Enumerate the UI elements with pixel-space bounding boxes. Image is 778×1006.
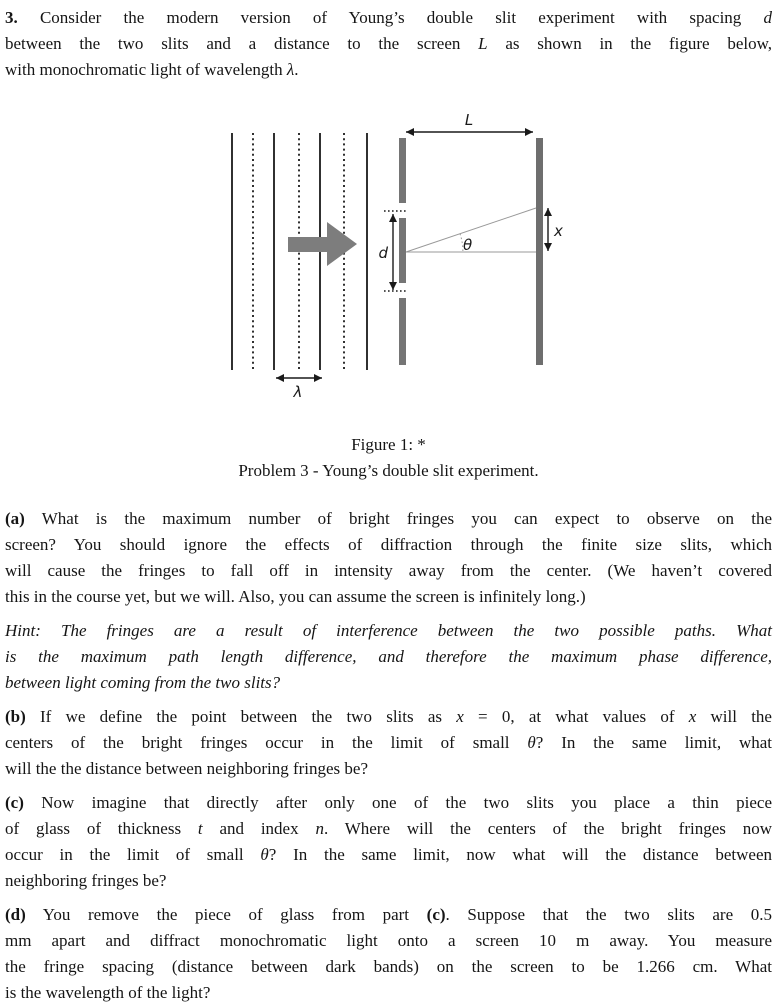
text-line <box>5 506 772 532</box>
paragraph-intro <box>5 5 772 83</box>
text-line <box>5 868 772 894</box>
text-run: with monochromatic light of wavelength <box>5 60 287 79</box>
text-line <box>5 902 772 928</box>
bold-text: (d) <box>5 905 26 924</box>
text-run: this in the course yet, but we will. Also, you can assume the screen is infinitely long.) <box>5 587 586 606</box>
label-d: d <box>378 244 388 262</box>
measure-arrows <box>276 132 548 378</box>
text-run: . <box>294 60 299 79</box>
bold-text: (b) <box>5 707 26 726</box>
text-run: = 0, at what values of <box>463 707 689 726</box>
bold-text: (c) <box>5 793 24 812</box>
label-L: L <box>464 111 474 129</box>
label-theta: θ <box>463 236 473 254</box>
text-run: will cause the fringes to fall off in intensity away from the center. (We haven’t covered <box>5 561 772 580</box>
figure-caption <box>5 432 772 484</box>
text-run: and index <box>202 819 316 838</box>
text-run: Now imagine that directly after only one of the two slits you place a thin piece <box>23 793 772 812</box>
text-run: will the <box>696 707 772 726</box>
italic-text: n <box>315 819 324 838</box>
text-line <box>5 756 772 782</box>
text-line <box>5 644 772 670</box>
text-line <box>5 670 772 696</box>
text-run: Consider the modern version of Young’s double slit experiment with spacing <box>17 8 764 27</box>
double-slit-diagram <box>220 105 570 401</box>
text-run: as shown in the figure below, <box>487 34 773 53</box>
text-line <box>5 842 772 868</box>
text-run: of glass of thickness <box>5 819 198 838</box>
text-line <box>5 954 772 980</box>
caption-line-2: Problem 3 - Young’s double slit experiment. <box>238 461 539 480</box>
text-line <box>5 730 772 756</box>
italic-text: is the maximum path length difference, and therefore the maximum phase difference, <box>5 647 772 666</box>
label-x: x <box>554 222 563 240</box>
text-run: centers of the bright fringes occur in the limit of small <box>5 733 528 752</box>
text-run: You remove the piece of glass from part <box>25 905 427 924</box>
text-run: ? In the same limit, what <box>535 733 772 752</box>
text-run: If we define the point between the two slits as <box>25 707 457 726</box>
bold-text: 3. <box>5 8 18 27</box>
paragraph-hint <box>5 618 772 696</box>
text-line <box>5 980 772 1006</box>
text-run: What is the maximum number of bright fringes you can expect to observe on the <box>24 509 772 528</box>
text-line <box>5 618 772 644</box>
text-line <box>5 558 772 584</box>
label-lambda: λ <box>293 383 303 401</box>
italic-text: θ <box>260 845 269 864</box>
bold-text: (a) <box>5 509 25 528</box>
text-line <box>5 31 772 57</box>
paragraph-part-d <box>5 902 772 1006</box>
italic-text: x <box>456 707 464 726</box>
text-run: is the wavelength of the light? <box>5 983 211 1002</box>
text-run: ? In the same limit, now what will the distance between <box>268 845 772 864</box>
text-run: mm apart and diffract monochromatic light onto a screen 10 m away. You measure <box>5 931 772 950</box>
italic-text: θ <box>527 733 536 752</box>
text-line <box>5 532 772 558</box>
text-line <box>5 57 772 83</box>
italic-text: t <box>197 819 203 838</box>
bold-text: (c) <box>426 905 446 924</box>
text-line <box>5 790 772 816</box>
slit-plate <box>399 138 406 365</box>
caption-line-1: Figure 1: * <box>351 435 426 454</box>
text-line <box>5 584 772 610</box>
italic-text: d <box>763 8 772 27</box>
text-run: screen? You should ignore the effects of diffraction through the finite size slits, which <box>5 535 772 554</box>
italic-text: x <box>688 707 697 726</box>
screen <box>536 138 543 365</box>
text-run: the fringe spacing (distance between dark bands) on the screen to be 1.266 cm. What <box>5 957 772 976</box>
text-run: occur in the limit of small <box>5 845 261 864</box>
text-run: neighboring fringes be? <box>5 871 167 890</box>
text-line <box>5 704 772 730</box>
text-line <box>5 928 772 954</box>
text-run: between the two slits and a distance to the screen <box>5 34 479 53</box>
text-run: will the the distance between neighboring fringes be? <box>5 759 369 778</box>
italic-text: Hint: The fringes are a result of interference between the two possible paths. What <box>5 621 772 640</box>
text-line <box>5 816 772 842</box>
figure-1 <box>220 105 772 401</box>
paragraph-part-a <box>5 506 772 610</box>
text-run: . Suppose that the two slits are 0.5 <box>445 905 773 924</box>
italic-text: L <box>478 34 488 53</box>
text-line <box>5 5 772 31</box>
italic-text: λ <box>286 60 295 79</box>
paragraph-part-b <box>5 704 772 782</box>
text-run: . Where will the centers of the bright fringes now <box>323 819 772 838</box>
paragraph-part-c <box>5 790 772 894</box>
italic-text: between light coming from the two slits? <box>5 673 281 692</box>
